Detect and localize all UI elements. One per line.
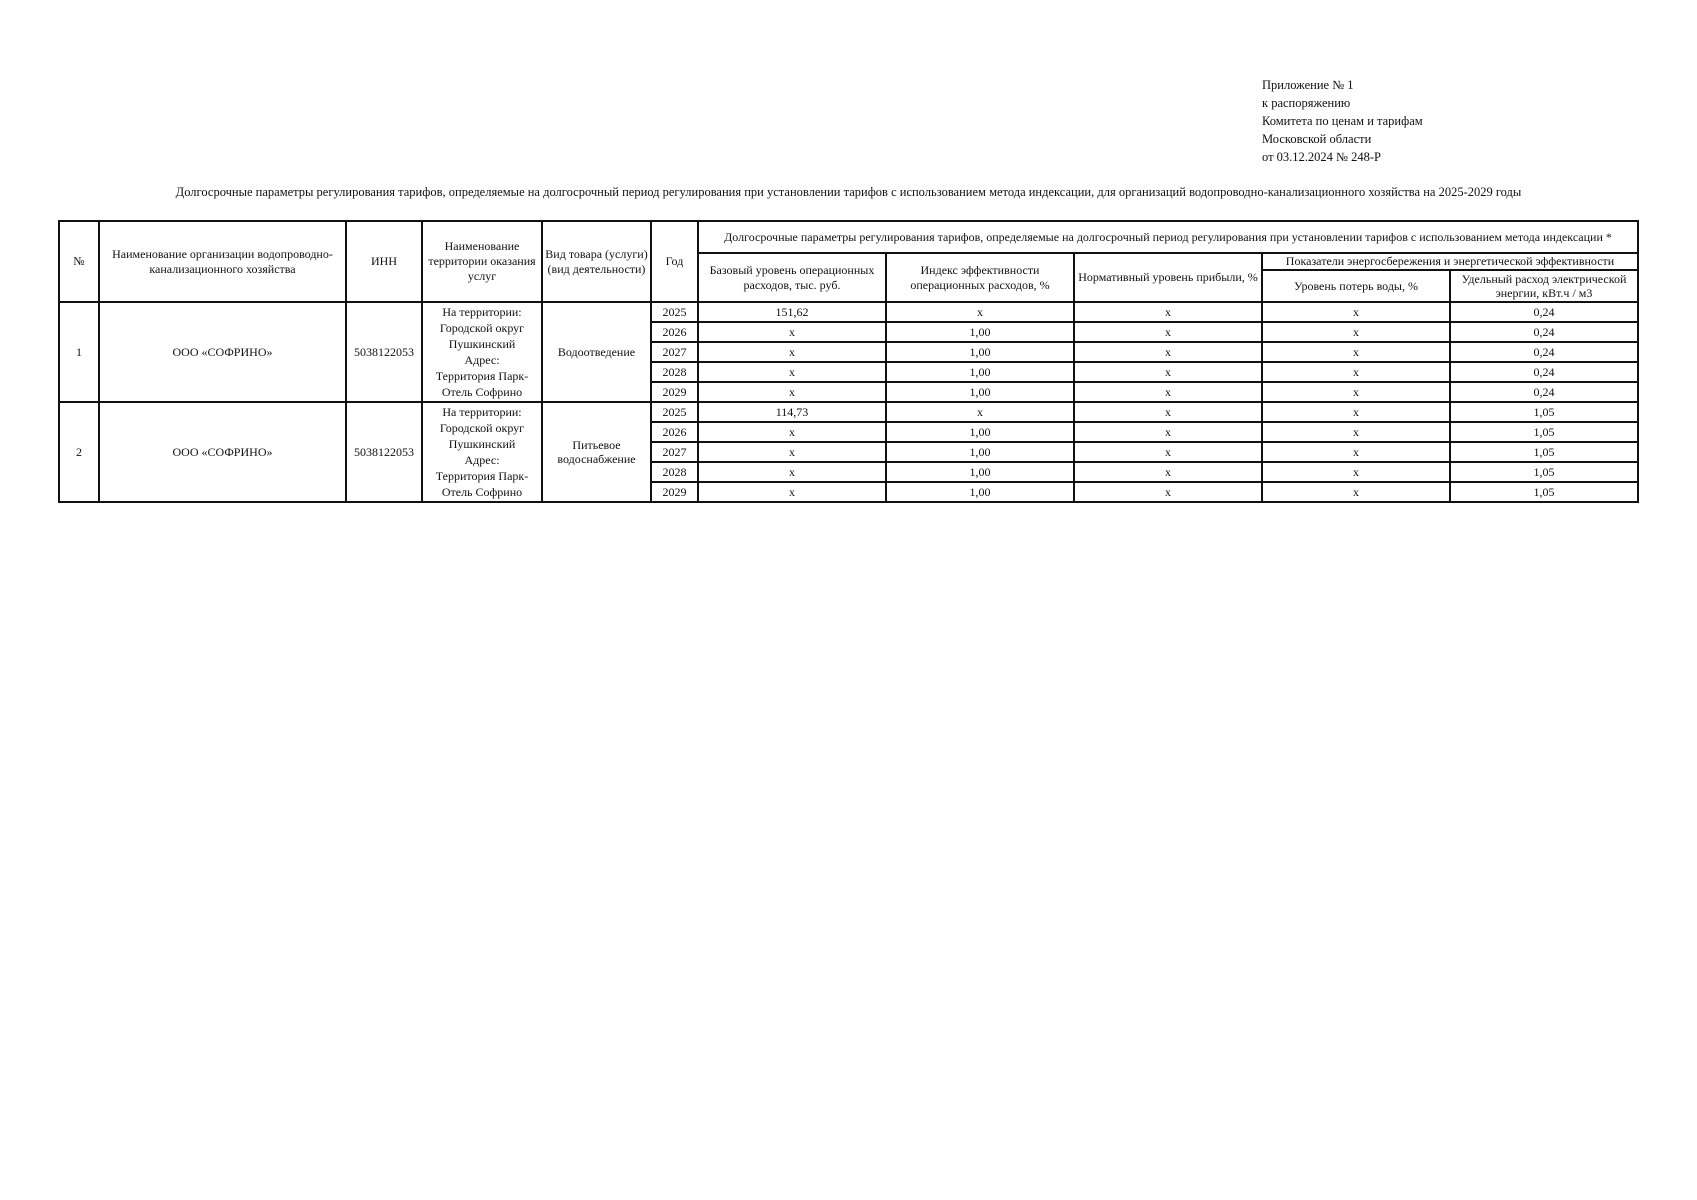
header-org-name: Наименование организации водопроводно-канализационного хозяйства bbox=[99, 221, 346, 302]
efficiency-index-cell: 1,00 bbox=[886, 382, 1074, 402]
service-type: Водоотведение bbox=[542, 302, 651, 402]
base-level-cell: x bbox=[698, 462, 886, 482]
electricity-cell: 1,05 bbox=[1450, 402, 1638, 422]
profit-level-cell: x bbox=[1074, 382, 1262, 402]
year-cell: 2025 bbox=[651, 402, 698, 422]
water-loss-cell: x bbox=[1262, 402, 1450, 422]
electricity-cell: 1,05 bbox=[1450, 442, 1638, 462]
water-loss-cell: x bbox=[1262, 382, 1450, 402]
electricity-cell: 0,24 bbox=[1450, 342, 1638, 362]
profit-level-cell: x bbox=[1074, 442, 1262, 462]
appendix-line: Московской области bbox=[1262, 132, 1372, 146]
row-num: 2 bbox=[59, 402, 99, 502]
water-loss-cell: x bbox=[1262, 422, 1450, 442]
base-level-cell: x bbox=[698, 342, 886, 362]
water-loss-cell: x bbox=[1262, 322, 1450, 342]
org-inn: 5038122053 bbox=[346, 402, 422, 502]
efficiency-index-cell: x bbox=[886, 402, 1074, 422]
base-level-cell: 114,73 bbox=[698, 402, 886, 422]
territory-line: Адрес: bbox=[464, 353, 500, 367]
appendix-line: к распоряжению bbox=[1262, 96, 1351, 110]
year-cell: 2025 bbox=[651, 302, 698, 322]
header-num: № bbox=[59, 221, 99, 302]
appendix-block bbox=[1262, 76, 1423, 166]
territory-line: На территории: bbox=[442, 405, 522, 419]
territory-line: Отель Софрино bbox=[441, 385, 523, 399]
profit-level-cell: x bbox=[1074, 362, 1262, 382]
efficiency-index-cell: 1,00 bbox=[886, 462, 1074, 482]
base-level-cell: x bbox=[698, 442, 886, 462]
row-num: 1 bbox=[59, 302, 99, 402]
year-cell: 2027 bbox=[651, 342, 698, 362]
appendix-line: от 03.12.2024 № 248-Р bbox=[1262, 150, 1381, 164]
header-water-loss: Уровень потерь воды, % bbox=[1262, 270, 1450, 302]
base-level-cell: x bbox=[698, 482, 886, 502]
territory-line: Пушкинский bbox=[448, 337, 516, 351]
territory-line: Городской округ bbox=[439, 321, 525, 335]
header-territory: Наименование территории оказания услуг bbox=[422, 221, 542, 302]
profit-level-cell: x bbox=[1074, 342, 1262, 362]
base-level-cell: x bbox=[698, 322, 886, 342]
territory-line: Территория Парк- bbox=[435, 369, 529, 383]
electricity-cell: 1,05 bbox=[1450, 462, 1638, 482]
header-inn: ИНН bbox=[346, 221, 422, 302]
base-level-cell: x bbox=[698, 362, 886, 382]
profit-level-cell: x bbox=[1074, 462, 1262, 482]
header-service-type: Вид товара (услуги) (вид деятельности) bbox=[542, 221, 651, 302]
table-row bbox=[59, 302, 1638, 322]
base-level-cell: x bbox=[698, 422, 886, 442]
electricity-cell: 1,05 bbox=[1450, 422, 1638, 442]
year-cell: 2026 bbox=[651, 422, 698, 442]
territory-line: Территория Парк- bbox=[435, 469, 529, 483]
year-cell: 2029 bbox=[651, 382, 698, 402]
appendix-line: Комитета по ценам и тарифам bbox=[1262, 114, 1423, 128]
year-cell: 2026 bbox=[651, 322, 698, 342]
base-level-cell: 151,62 bbox=[698, 302, 886, 322]
profit-level-cell: x bbox=[1074, 322, 1262, 342]
year-cell: 2028 bbox=[651, 362, 698, 382]
electricity-cell: 0,24 bbox=[1450, 362, 1638, 382]
territory-cell bbox=[422, 302, 542, 402]
header-energy-group: Показатели энергосбережения и энергетической эффективности bbox=[1262, 253, 1638, 270]
territory-line: На территории: bbox=[442, 305, 522, 319]
base-level-cell: x bbox=[698, 382, 886, 402]
document-title: Долгосрочные параметры регулирования тарифов, определяемые на долгосрочный период регулирования при установлении тарифов с использованием метода индексации, для организаций водопроводно-канализационного хозяйства на 2025-2029 годы bbox=[175, 185, 1522, 199]
water-loss-cell: x bbox=[1262, 342, 1450, 362]
territory-line: Адрес: bbox=[464, 453, 500, 467]
water-loss-cell: x bbox=[1262, 462, 1450, 482]
efficiency-index-cell: 1,00 bbox=[886, 482, 1074, 502]
efficiency-index-cell: 1,00 bbox=[886, 342, 1074, 362]
electricity-cell: 0,24 bbox=[1450, 382, 1638, 402]
territory-cell bbox=[422, 402, 542, 502]
electricity-cell: 0,24 bbox=[1450, 302, 1638, 322]
org-name: ООО «СОФРИНО» bbox=[99, 302, 346, 402]
efficiency-index-cell: 1,00 bbox=[886, 422, 1074, 442]
appendix-line: Приложение № 1 bbox=[1262, 78, 1354, 92]
water-loss-cell: x bbox=[1262, 482, 1450, 502]
tariff-table bbox=[58, 220, 1639, 503]
service-type: Питьевое водоснабжение bbox=[542, 402, 651, 502]
year-cell: 2028 bbox=[651, 462, 698, 482]
header-year: Год bbox=[651, 221, 698, 302]
electricity-cell: 1,05 bbox=[1450, 482, 1638, 502]
year-cell: 2027 bbox=[651, 442, 698, 462]
header-params-group: Долгосрочные параметры регулирования тарифов, определяемые на долгосрочный период регулирования при установлении тарифов с использованием метода индексации * bbox=[698, 221, 1638, 253]
water-loss-cell: x bbox=[1262, 442, 1450, 462]
efficiency-index-cell: x bbox=[886, 302, 1074, 322]
year-cell: 2029 bbox=[651, 482, 698, 502]
header-electricity: Удельный расход электрической энергии, кВт.ч / м3 bbox=[1450, 270, 1638, 302]
efficiency-index-cell: 1,00 bbox=[886, 322, 1074, 342]
profit-level-cell: x bbox=[1074, 302, 1262, 322]
profit-level-cell: x bbox=[1074, 482, 1262, 502]
header-base-level: Базовый уровень операционных расходов, тыс. руб. bbox=[698, 253, 886, 302]
territory-line: Отель Софрино bbox=[441, 485, 523, 499]
territory-line: Пушкинский bbox=[448, 437, 516, 451]
org-name: ООО «СОФРИНО» bbox=[99, 402, 346, 502]
profit-level-cell: x bbox=[1074, 422, 1262, 442]
electricity-cell: 0,24 bbox=[1450, 322, 1638, 342]
table-row bbox=[59, 402, 1638, 422]
territory-line: Городской округ bbox=[439, 421, 525, 435]
header-profit-level: Нормативный уровень прибыли, % bbox=[1074, 253, 1262, 302]
water-loss-cell: x bbox=[1262, 362, 1450, 382]
water-loss-cell: x bbox=[1262, 302, 1450, 322]
header-efficiency-index: Индекс эффективности операционных расходов, % bbox=[886, 253, 1074, 302]
efficiency-index-cell: 1,00 bbox=[886, 362, 1074, 382]
profit-level-cell: x bbox=[1074, 402, 1262, 422]
efficiency-index-cell: 1,00 bbox=[886, 442, 1074, 462]
org-inn: 5038122053 bbox=[346, 302, 422, 402]
